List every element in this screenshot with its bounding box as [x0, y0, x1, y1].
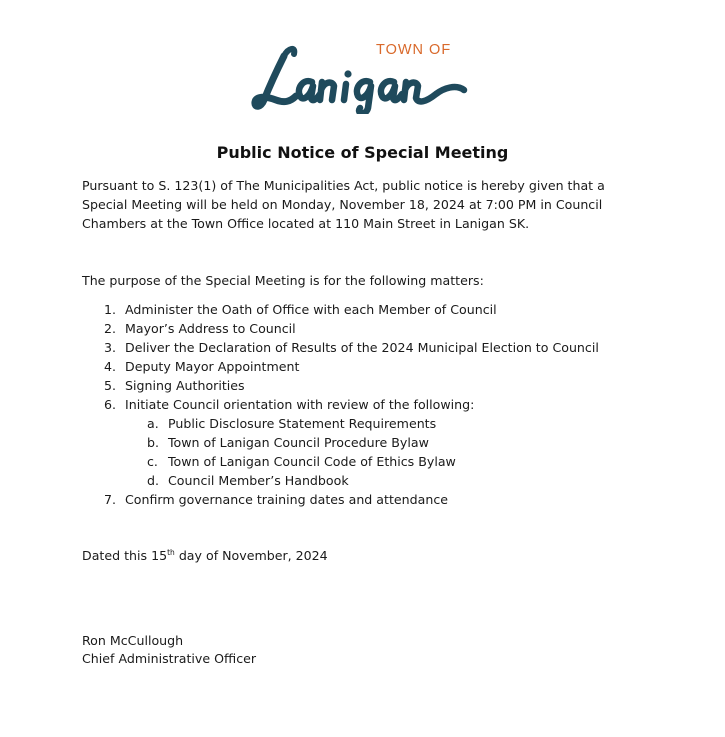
- agenda-item-2: [82, 319, 682, 338]
- agenda-item-text: Confirm governance training dates and attendance: [125, 492, 448, 507]
- agenda-item-number: 5.: [104, 378, 117, 393]
- agenda-item-6: [82, 395, 682, 414]
- agenda-subitem-b: [82, 433, 682, 452]
- agenda-item-number: 2.: [104, 321, 117, 336]
- signature-block: [82, 632, 256, 667]
- agenda-subitem-d: [82, 471, 682, 490]
- agenda-subitem-text: Town of Lanigan Council Code of Ethics Bylaw: [168, 454, 456, 469]
- agenda-subitem-c: [82, 452, 682, 471]
- agenda-item-text: Administer the Oath of Office with each Member of Council: [125, 302, 497, 317]
- agenda-item-number: 7.: [104, 492, 117, 507]
- agenda-item-number: 4.: [104, 359, 117, 374]
- agenda-subitem-letter: a.: [147, 416, 159, 431]
- agenda-item-number: 3.: [104, 340, 117, 355]
- dated-ordinal-suffix: th: [167, 548, 175, 557]
- agenda-item-text: Initiate Council orientation with review of the following:: [125, 397, 475, 412]
- agenda-subitem-text: Council Member’s Handbook: [168, 473, 349, 488]
- logo-town-of-text: TOWN OF: [376, 42, 452, 58]
- agenda-item-number: 6.: [104, 397, 117, 412]
- notice-title: Public Notice of Special Meeting: [216, 143, 509, 162]
- town-of-lanigan-logo: [250, 38, 475, 114]
- dated-line: [82, 546, 328, 565]
- agenda-subitem-letter: b.: [147, 435, 159, 450]
- agenda-subitem-text: Public Disclosure Statement Requirements: [168, 416, 437, 431]
- agenda-subitem-letter: d.: [147, 473, 159, 488]
- agenda-item-text: Deliver the Declaration of Results of the 2024 Municipal Election to Council: [125, 340, 599, 355]
- agenda-item-3: [82, 338, 682, 357]
- notice-intro-paragraph: Pursuant to S. 123(1) of The Municipalities Act, public notice is hereby given that a Special Meeting will be held on Monday, November 18, 2024 at 7:00 PM in Council Chambers at the Town Office located at 110 Main Street in Lanigan SK.: [82, 178, 605, 231]
- signer-name: Ron McCullough: [82, 633, 184, 648]
- agenda-item-5: [82, 376, 682, 395]
- dated-suffix: day of November, 2024: [174, 548, 328, 563]
- purpose-statement: The purpose of the Special Meeting is for the following matters:: [82, 273, 484, 288]
- agenda-item-1: [82, 300, 682, 319]
- logo-script-wordmark: [255, 49, 464, 113]
- agenda-list: [82, 300, 682, 509]
- agenda-subitem-a: [82, 414, 682, 433]
- agenda-item-number: 1.: [104, 302, 117, 317]
- signer-title: Chief Administrative Officer: [82, 650, 257, 666]
- dated-prefix: Dated this 15: [82, 548, 168, 563]
- agenda-subitem-letter: c.: [147, 454, 158, 469]
- agenda-item-text: Signing Authorities: [125, 378, 245, 393]
- agenda-item-text: Mayor’s Address to Council: [125, 321, 296, 336]
- agenda-subitem-text: Town of Lanigan Council Procedure Bylaw: [168, 435, 429, 450]
- agenda-item-7: [82, 490, 682, 509]
- agenda-item-4: [82, 357, 682, 376]
- agenda-item-text: Deputy Mayor Appointment: [125, 359, 300, 374]
